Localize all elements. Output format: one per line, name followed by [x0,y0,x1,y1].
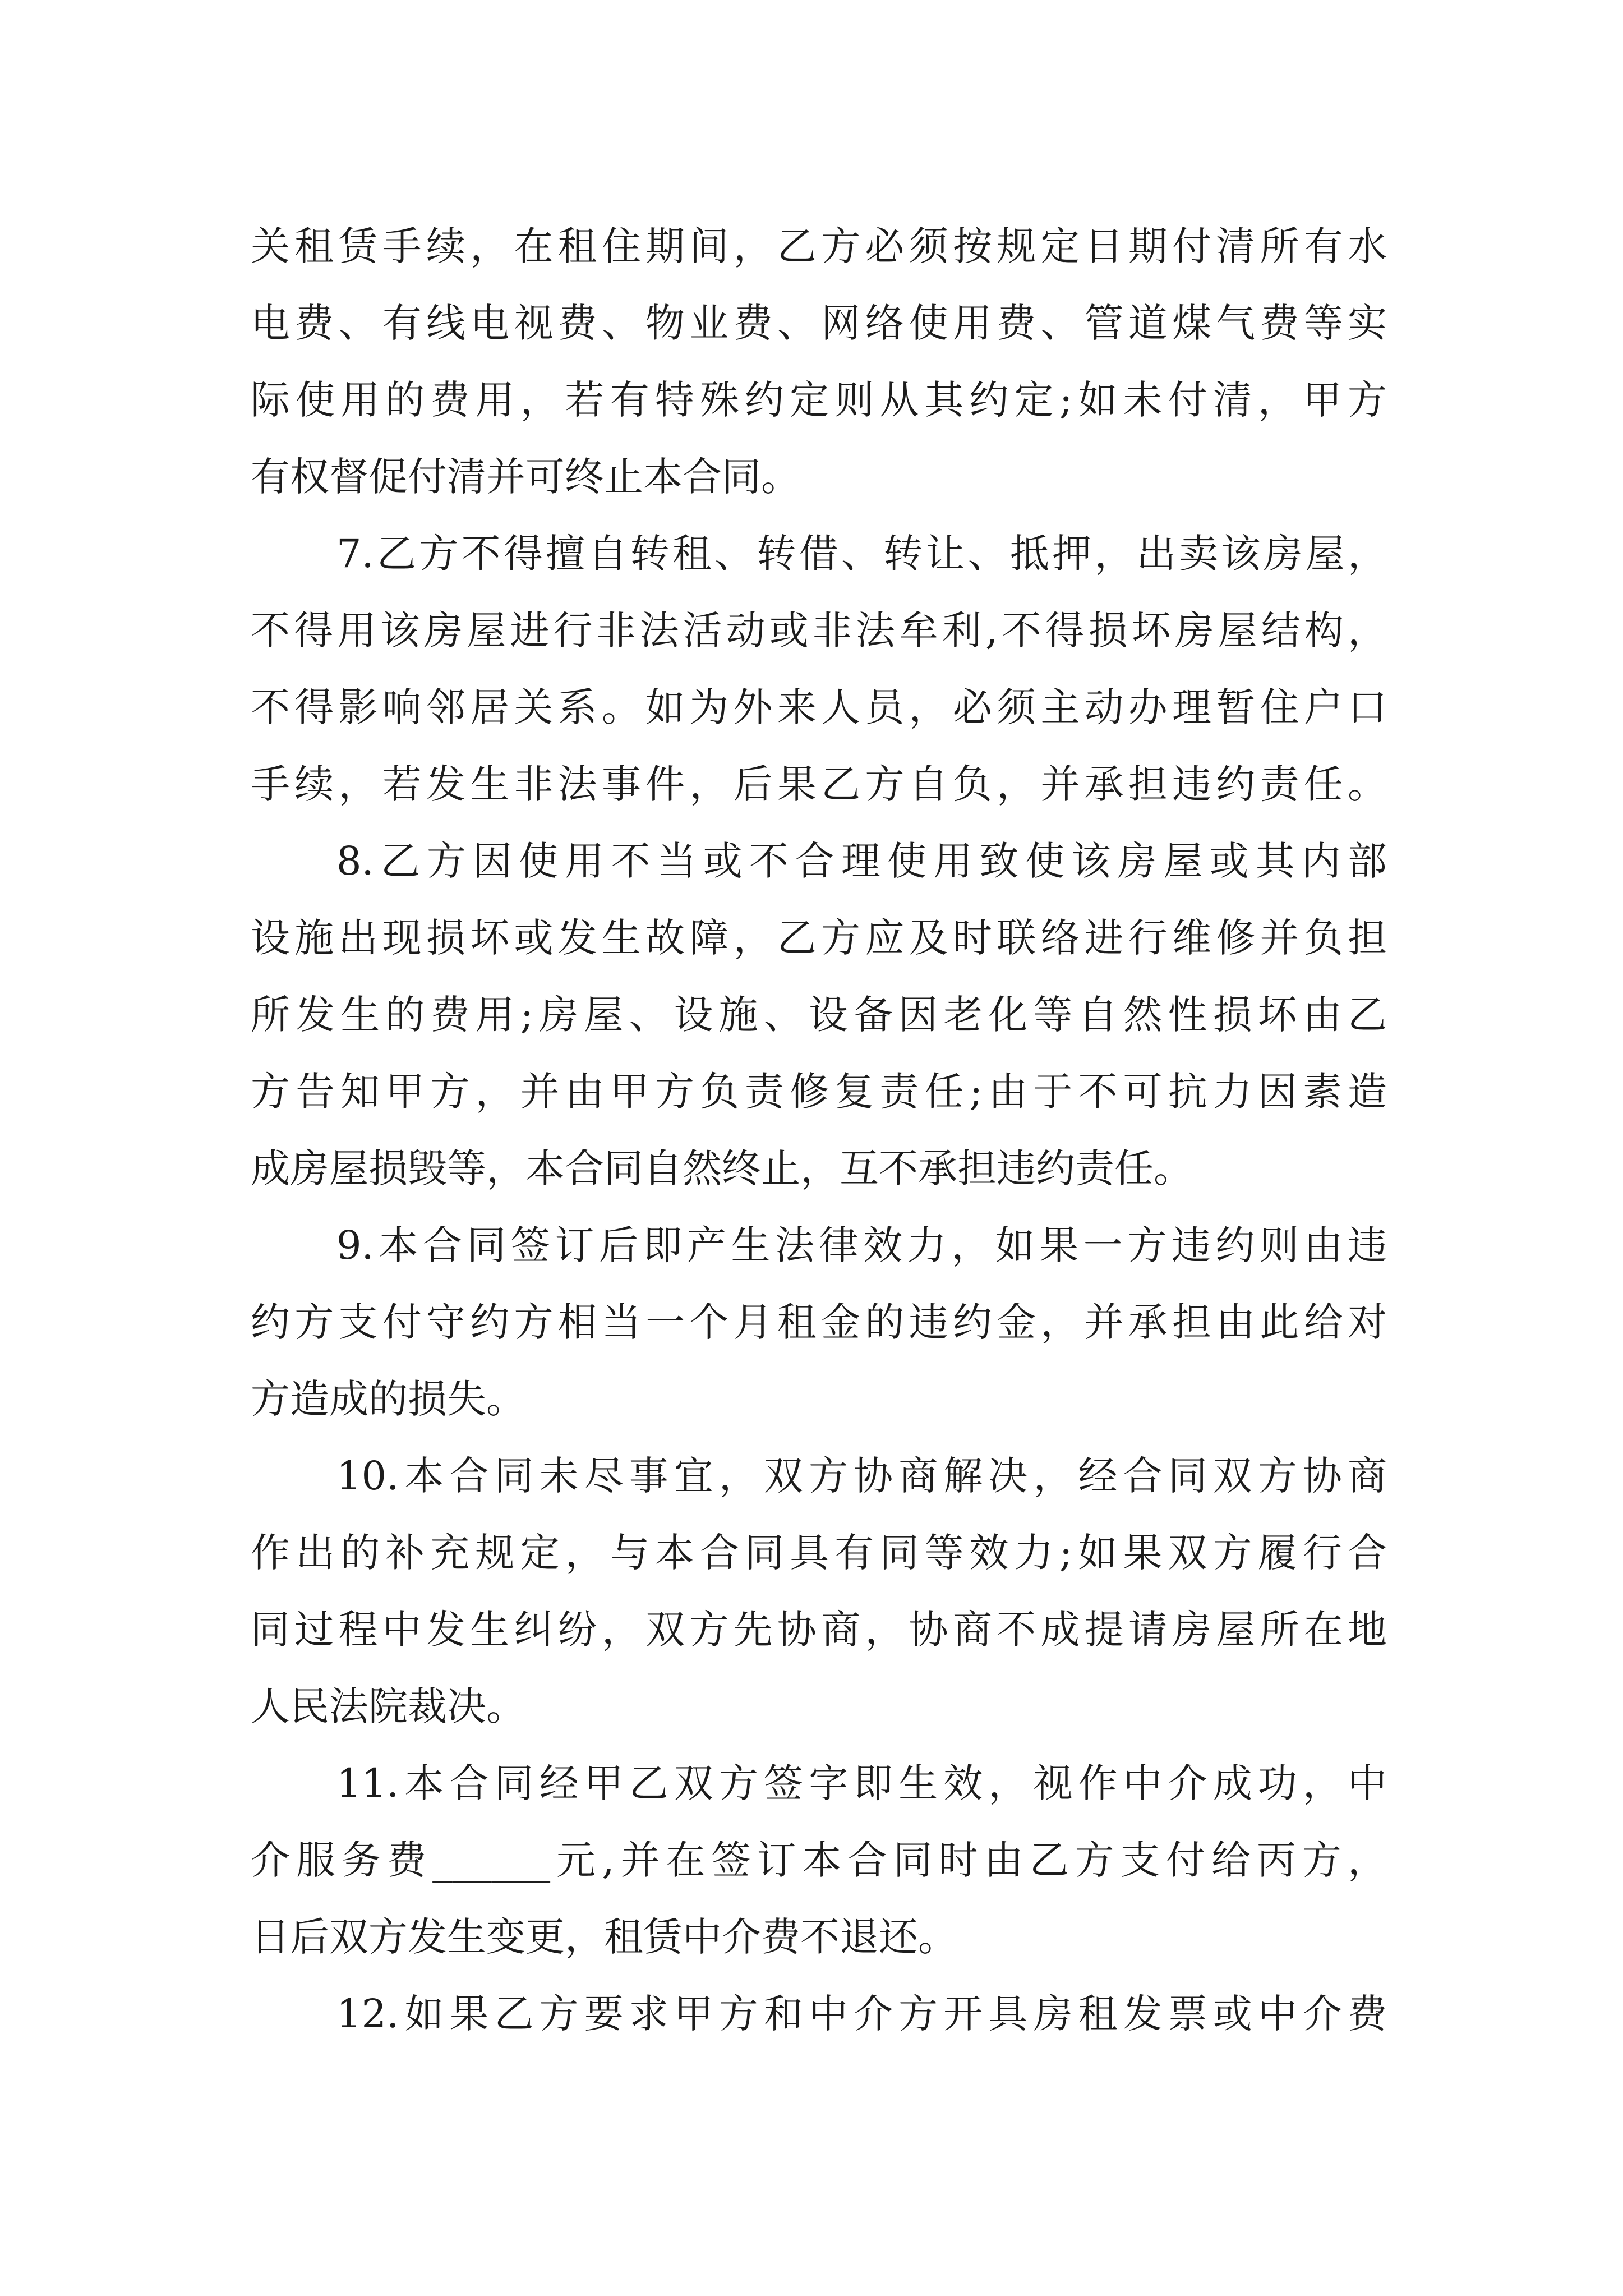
text-line: 7.乙方不得擅自转租、转借、转让、抵押，出卖该房屋， [336,531,1387,577]
clause-11-paragraph [251,1745,1387,1976]
clause-12-paragraph [251,1976,1387,2053]
text-line: 8.乙方因使用不当或不合理使用致使该房屋或其内部 [336,838,1387,884]
text-line: 成房屋损毁等，本合同自然终止，互不承担违约责任。 [251,1145,1193,1191]
text-line: 10.本合同未尽事宜，双方协商解决，经合同双方协商 [336,1453,1387,1499]
text-line: 不得用该房屋进行非法活动或非法牟利,不得损坏房屋结构， [251,608,1387,654]
text-line: 关租赁手续，在租住期间，乙方必须按规定日期付清所有水 [251,223,1387,269]
text-line: 不得影响邻居关系。如为外来人员，必须主动办理暂住户口 [251,684,1387,730]
text-line: 12.如果乙方要求甲方和中介方开具房租发票或中介费 [336,1991,1387,2037]
clause-9-paragraph [251,1207,1387,1438]
text-line: 有权督促付清并可终止本合同。 [251,454,800,500]
contract-body [251,208,1387,2053]
clause-7-paragraph [251,516,1387,823]
text-line: 9.本合同签订后即产生法律效力，如果一方违约则由违 [336,1222,1387,1268]
text-line: 电费、有线电视费、物业费、网络使用费、管道煤气费等实 [251,300,1387,346]
text-line: 约方支付守约方相当一个月租金的违约金，并承担由此给对 [251,1299,1387,1345]
text-line: 11.本合同经甲乙双方签字即生效，视作中介成功，中 [336,1760,1387,1806]
text-line: 方告知甲方，并由甲方负责修复责任;由于不可抗力因素造 [251,1069,1387,1115]
text-line: 介服务费______元,并在签订本合同时由乙方支付给丙方， [251,1837,1387,1883]
text-line: 日后双方发生变更，租赁中介费不退还。 [251,1914,957,1960]
text-line: 作出的补充规定，与本合同具有同等效力;如果双方履行合 [251,1530,1387,1576]
text-line: 际使用的费用，若有特殊约定则从其约定;如未付清，甲方 [251,377,1387,423]
text-line: 人民法院裁决。 [251,1683,525,1729]
text-line: 所发生的费用;房屋、设施、设备因老化等自然性损坏由乙 [251,992,1387,1038]
text-line: 设施出现损坏或发生故障，乙方应及时联络进行维修并负担 [251,915,1387,961]
clause-10-paragraph [251,1438,1387,1745]
clause-8-paragraph [251,823,1387,1207]
clause-continuation-paragraph [251,208,1387,516]
text-line: 同过程中发生纠纷，双方先协商，协商不成提请房屋所在地 [251,1607,1387,1653]
text-line: 方造成的损失。 [251,1376,525,1422]
text-line: 手续，若发生非法事件，后果乙方自负，并承担违约责任。 [251,761,1387,807]
